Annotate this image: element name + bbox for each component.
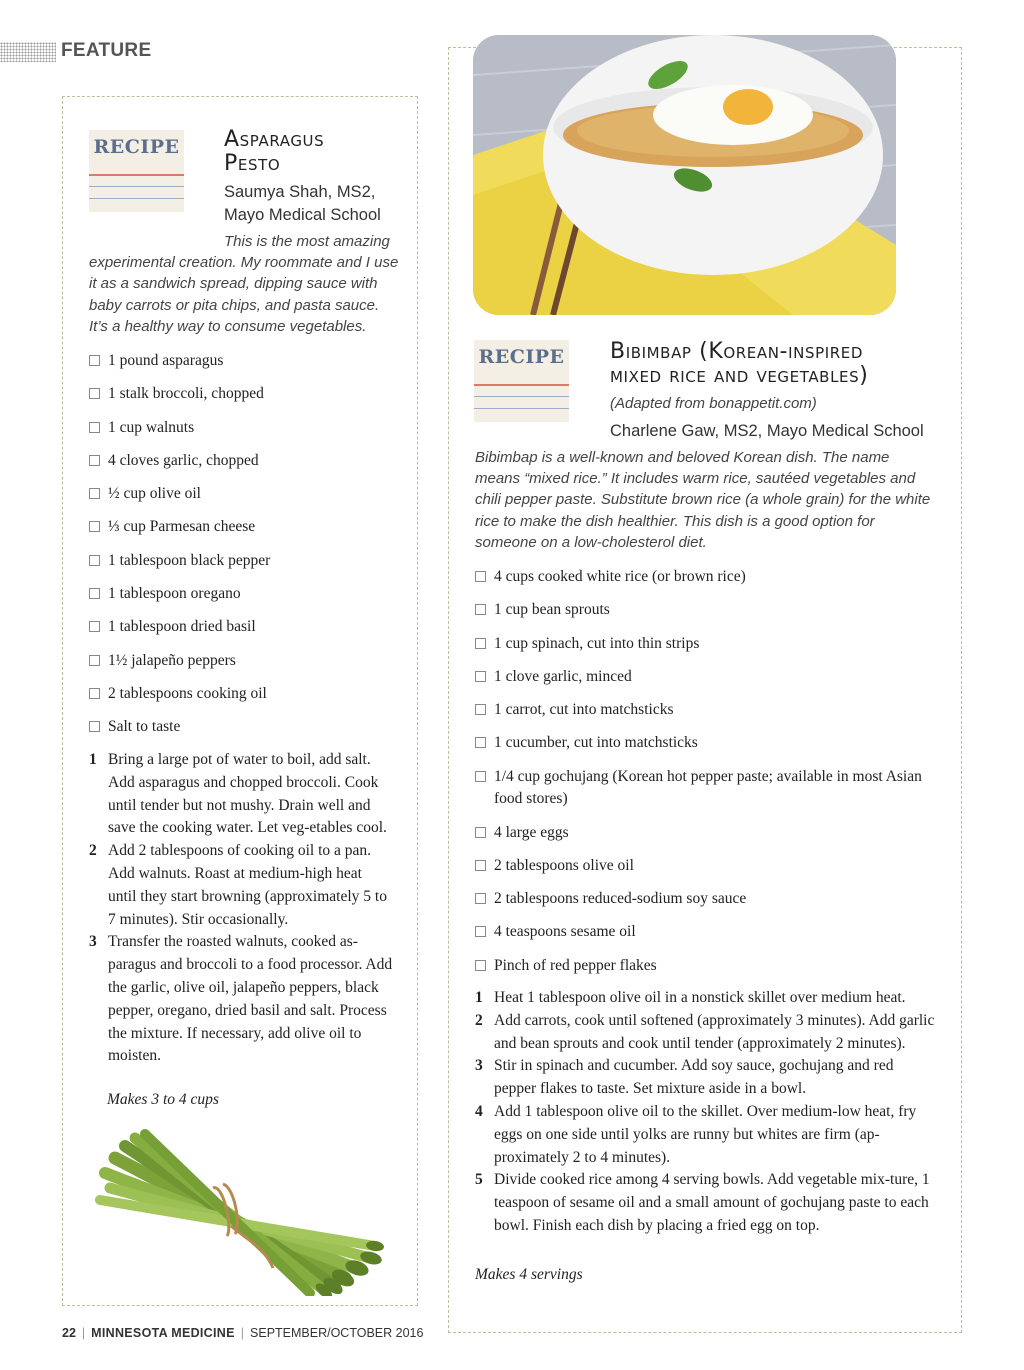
recipe-card-icon <box>474 340 569 422</box>
checkbox-icon[interactable] <box>89 521 100 532</box>
author-line: Mayo Medical School <box>224 206 381 224</box>
recipe-intro <box>89 231 401 337</box>
ingredient-item <box>89 650 409 673</box>
step-number: 4 <box>475 1102 483 1120</box>
instruction-list <box>89 749 394 1068</box>
ingredient-list <box>475 566 935 988</box>
instruction-step <box>475 1010 937 1056</box>
recipe-intro: Bibimbap is a well-known and beloved Korean dish. The name means “mixed rice.” It includes warm rice, sautéed vegetables and chili pepper paste. Substitute brown rice (a whole grain) for the white rice to make the dish healthier. This dish is a good option for someone on a low-cholesterol diet. <box>475 449 931 551</box>
ingredient-text: 1 carrot, cut into matchsticks <box>494 701 674 719</box>
page-number: 22 <box>62 1326 76 1340</box>
ingredient-item <box>475 732 935 755</box>
issue-date: SEPTEMBER/OCTOBER 2016 <box>250 1326 424 1340</box>
ingredient-text: ⅓ cup Parmesan cheese <box>108 518 256 536</box>
step-text: Divide cooked rice among 4 serving bowls. Add vegetable mix-ture, 1 teaspoon of sesame oil and a small amount of gochujang paste to each bowl. Finish each dish by placing a fried egg on top. <box>494 1171 930 1234</box>
ingredient-text: Pinch of red pepper flakes <box>494 956 657 974</box>
ingredient-text: 1 cup bean sprouts <box>494 601 610 619</box>
recipe-yield: Makes 3 to 4 cups <box>107 1091 219 1108</box>
checkbox-icon[interactable] <box>475 860 486 871</box>
checkbox-icon[interactable] <box>475 926 486 937</box>
checkbox-icon[interactable] <box>89 355 100 366</box>
step-text: Heat 1 tablespoon olive oil in a nonstick skillet over medium heat. <box>494 989 906 1006</box>
ingredient-item <box>475 766 935 811</box>
ingredient-item <box>89 350 409 373</box>
ingredient-list <box>89 350 409 750</box>
ingredient-text: 1 tablespoon dried basil <box>108 618 256 636</box>
checkbox-icon[interactable] <box>475 638 486 649</box>
checkbox-icon[interactable] <box>475 960 486 971</box>
step-number: 1 <box>89 751 97 768</box>
step-number: 3 <box>475 1057 483 1075</box>
ingredient-text: 1 cup spinach, cut into thin strips <box>494 634 700 652</box>
ingredient-text: 4 teaspoons sesame oil <box>494 923 636 941</box>
ingredient-item <box>475 955 935 978</box>
checkbox-icon[interactable] <box>475 737 486 748</box>
checkbox-icon[interactable] <box>475 704 486 715</box>
step-text: Stir in spinach and cucumber. Add soy sauce, gochujang and red pepper flakes to taste. Set mixture aside in a bowl. <box>494 1057 894 1098</box>
ingredient-item <box>89 383 409 406</box>
step-text: Add 1 tablespoon olive oil to the skillet. Over medium-low heat, fry eggs on one side until yolks are runny but whites are firm (ap-proximately 2 to 4 minutes). <box>494 1102 917 1166</box>
recipe-card-label: RECIPE <box>478 346 565 368</box>
instruction-step <box>475 1101 937 1169</box>
ingredient-text: 1 pound asparagus <box>108 352 224 369</box>
checkbox-icon[interactable] <box>89 621 100 632</box>
recipe-source: (Adapted from bonappetit.com) <box>610 395 817 412</box>
step-text: Bring a large pot of water to boil, add salt. Add asparagus and chopped broccoli. Cook until tender but not mushy. Drain well and save the cooking water. Let veg-etables cool. <box>108 751 387 837</box>
ingredient-text: Salt to taste <box>108 718 181 736</box>
ingredient-item <box>475 888 935 911</box>
checkbox-icon[interactable] <box>475 827 486 838</box>
ingredient-item <box>89 417 409 440</box>
ingredient-text: ½ cup olive oil <box>108 485 201 503</box>
ingredient-item <box>475 566 935 589</box>
step-text: Add carrots, cook until softened (approximately 3 minutes). Add garlic and bean sprouts and cook until tender (approximately 2 minutes). <box>494 1011 935 1052</box>
ingredient-text: 1 tablespoon oregano <box>108 585 241 603</box>
ingredient-text: 1 tablespoon black pepper <box>108 551 271 569</box>
step-number: 5 <box>475 1171 483 1189</box>
ingredient-text: 1 clove garlic, minced <box>494 667 632 685</box>
step-number: 2 <box>89 842 97 860</box>
checkbox-icon[interactable] <box>89 588 100 599</box>
ingredient-text: 1 cup walnuts <box>108 418 195 436</box>
recipe-title-line: mixed rice and vegetables) <box>610 363 869 388</box>
recipe-title-line: Pesto <box>224 151 281 176</box>
instruction-step <box>89 931 394 1068</box>
ingredient-text: 4 cloves garlic, chopped <box>108 451 259 469</box>
checkbox-icon[interactable] <box>475 893 486 904</box>
ingredient-item <box>475 599 935 622</box>
ingredient-text: 2 tablespoons cooking oil <box>108 684 267 702</box>
checkbox-icon[interactable] <box>89 721 100 732</box>
ingredient-item <box>89 683 409 706</box>
ingredient-item <box>475 855 935 878</box>
ingredient-item <box>89 516 409 539</box>
checkbox-icon[interactable] <box>475 771 486 782</box>
ingredient-item <box>475 921 935 944</box>
ingredient-item <box>89 583 409 606</box>
step-number: 1 <box>475 989 483 1006</box>
ingredient-item <box>89 483 409 506</box>
checkbox-icon[interactable] <box>89 655 100 666</box>
instruction-list <box>475 987 937 1238</box>
recipe-title-line: Asparagus <box>224 127 325 152</box>
intro-line: This is the most amazing <box>224 233 390 250</box>
ingredient-text: 1 stalk broccoli, chopped <box>108 385 264 403</box>
instruction-step <box>89 749 394 840</box>
section-label: FEATURE <box>61 40 152 61</box>
recipe-card-label: RECIPE <box>93 136 180 158</box>
checkbox-icon[interactable] <box>475 571 486 582</box>
recipe-title <box>610 340 868 388</box>
ingredient-item <box>475 633 935 656</box>
checkbox-icon[interactable] <box>89 388 100 399</box>
step-number: 2 <box>475 1011 483 1029</box>
ingredient-text: 4 cups cooked white rice (or brown rice) <box>494 568 746 585</box>
page-footer: 22 | MINNESOTA MEDICINE | SEPTEMBER/OCTOBER 2016 <box>62 1326 424 1340</box>
step-number: 3 <box>89 933 97 951</box>
step-text: Add 2 tablespoons of cooking oil to a pan. Add walnuts. Roast at medium-high heat until they start browning (approximately 5 to 7 minutes). Stir occasionally. <box>108 842 387 928</box>
ingredient-text: 1 cucumber, cut into matchsticks <box>494 734 698 752</box>
ingredient-item <box>89 716 409 739</box>
step-text: Transfer the roasted walnuts, cooked as-paragus and broccoli to a food processor. Add the garlic, olive oil, jalapeño peppers, black pepper, oregano, dried basil and salt. Process the mixture. If necessary, add olive oil to moisten. <box>108 933 393 1065</box>
checkbox-icon[interactable] <box>475 604 486 615</box>
instruction-step <box>89 840 394 931</box>
checkbox-icon[interactable] <box>89 488 100 499</box>
recipe-title-line: Bibimbap (Korean-inspired <box>610 339 863 364</box>
checkbox-icon[interactable] <box>475 671 486 682</box>
recipe-author: Charlene Gaw, MS2, Mayo Medical School <box>610 422 924 440</box>
author-line: Saumya Shah, MS2, <box>224 183 376 201</box>
instruction-step <box>475 1055 937 1101</box>
recipe-title <box>224 128 324 176</box>
ingredient-text: 2 tablespoons olive oil <box>494 856 634 874</box>
recipe-yield: Makes 4 servings <box>475 1266 583 1283</box>
instruction-step <box>475 987 937 1010</box>
recipe-card-icon <box>89 130 184 212</box>
checkbox-icon[interactable] <box>89 555 100 566</box>
asparagus-photo <box>95 1128 385 1296</box>
ingredient-item <box>475 666 935 689</box>
intro-text: experimental creation. My roommate and I use it as a sandwich spread, dipping sauce with baby carrots or pita chips, and pasta sauce. It’s a healthy way to consume vegetables. <box>89 254 399 335</box>
instruction-step <box>475 1169 937 1237</box>
ingredient-item <box>89 450 409 473</box>
checkbox-icon[interactable] <box>89 455 100 466</box>
ingredient-text: 1½ jalapeño peppers <box>108 651 236 669</box>
ingredient-item <box>89 616 409 639</box>
header-dot-pattern <box>0 42 56 62</box>
ingredient-text: 2 tablespoons reduced-sodium soy sauce <box>494 890 747 908</box>
ingredient-item <box>475 822 935 845</box>
ingredient-text: 4 large eggs <box>494 823 569 841</box>
checkbox-icon[interactable] <box>89 422 100 433</box>
magazine-name: MINNESOTA MEDICINE <box>91 1326 235 1340</box>
checkbox-icon[interactable] <box>89 688 100 699</box>
recipe-author <box>224 181 381 227</box>
ingredient-item <box>89 550 409 573</box>
ingredient-item <box>475 699 935 722</box>
bibimbap-photo <box>473 35 896 315</box>
ingredient-text: 1/4 cup gochujang (Korean hot pepper paste; available in most Asian food stores) <box>494 767 922 808</box>
